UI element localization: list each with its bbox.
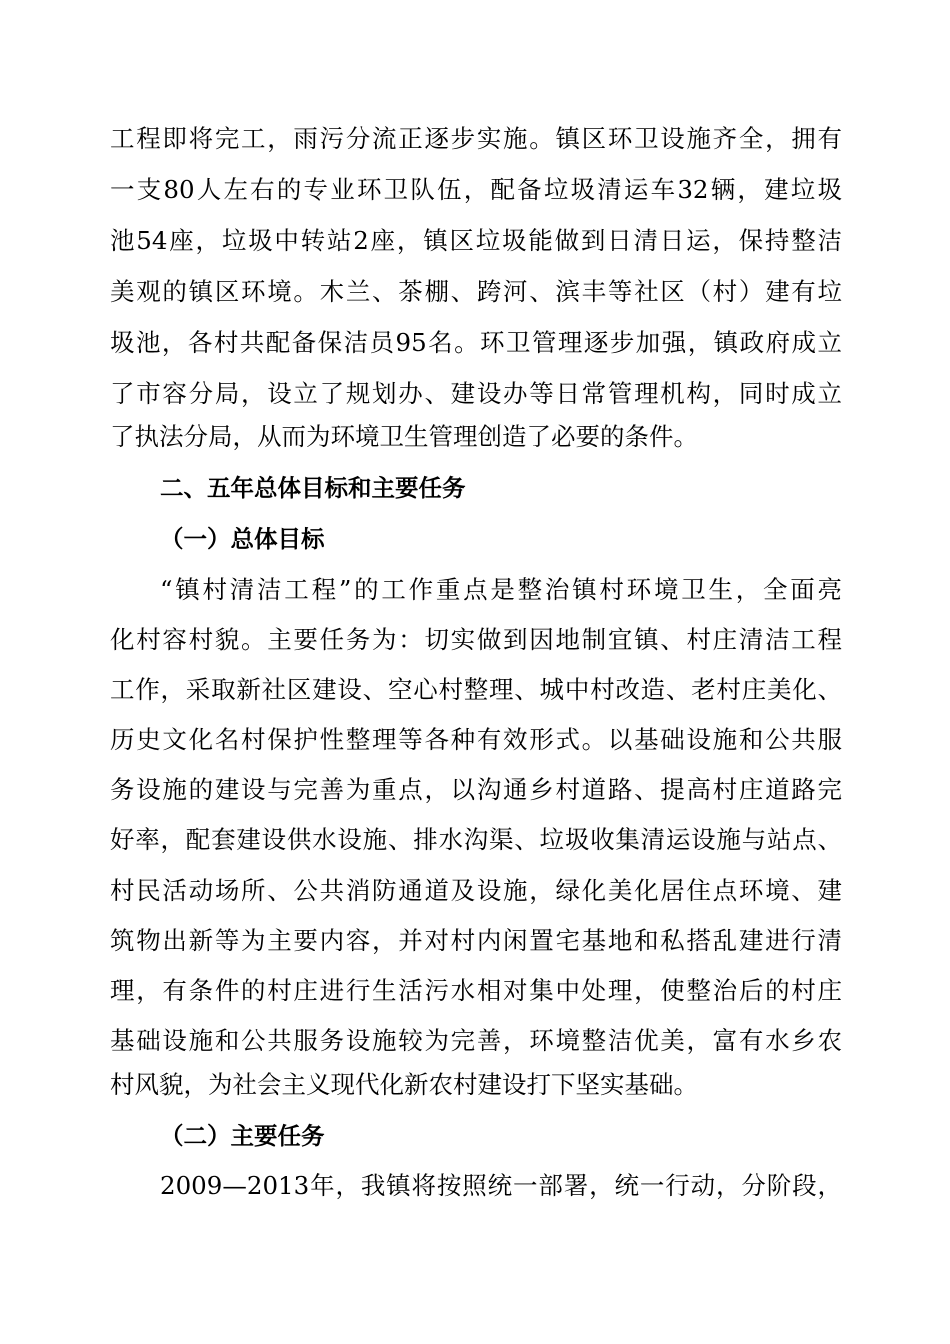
paragraph-line: “镇村清洁工程”的工作重点是整治镇村环境卫生，全面亮 [160, 575, 842, 604]
paragraph-line: 筑物出新等为主要内容，并对村内闲置宅基地和私搭乱建进行清 [110, 926, 842, 955]
paragraph-line: 村风貌，为社会主义现代化新农村建设打下坚实基础。 [110, 1070, 698, 1099]
paragraph-line: 池54座，垃圾中转站2座，镇区垃圾能做到日清日运，保持整洁 [110, 226, 842, 255]
paragraph-line: 圾池，各村共配备保洁员95名。环卫管理逐步加强，镇政府成立 [110, 328, 842, 357]
paragraph-line: 化村容村貌。主要任务为：切实做到因地制宜镇、村庄清洁工程 [110, 625, 842, 654]
paragraph-line: 务设施的建设与完善为重点，以沟通乡村道路、提高村庄道路完 [110, 775, 842, 804]
paragraph-line: 一支80人左右的专业环卫队伍，配备垃圾清运车32辆，建垃圾 [110, 175, 842, 204]
paragraph-line: 历史文化名村保护性整理等各种有效形式。以基础设施和公共服 [110, 725, 842, 754]
paragraph-line: 工程即将完工，雨污分流正逐步实施。镇区环卫设施齐全，拥有 [110, 124, 842, 153]
paragraph-line: 工作，采取新社区建设、空心村整理、城中村改造、老村庄美化、 [110, 675, 842, 704]
paragraph-line: 村民活动场所、公共消防通道及设施，绿化美化居住点环境、建 [110, 876, 842, 905]
paragraph-line: 2009—2013年，我镇将按照统一部署，统一行动，分阶段， [160, 1171, 842, 1200]
paragraph-line: 美观的镇区环境。木兰、茶棚、跨河、滨丰等社区（村）建有垃 [110, 277, 842, 306]
section-heading: 二、五年总体目标和主要任务 [160, 474, 466, 502]
subsection-heading: （二）主要任务 [160, 1122, 325, 1150]
paragraph-line: 理，有条件的村庄进行生活污水相对集中处理，使整治后的村庄 [110, 976, 842, 1005]
paragraph-line: 基础设施和公共服务设施较为完善，环境整洁优美，富有水乡农 [110, 1026, 842, 1055]
paragraph-line: 好率，配套建设供水设施、排水沟渠、垃圾收集清运设施与站点、 [110, 825, 842, 854]
subsection-heading: （一）总体目标 [160, 525, 325, 553]
paragraph-line: 了市容分局，设立了规划办、建设办等日常管理机构，同时成立 [110, 379, 842, 408]
paragraph-line: 了执法分局，从而为环境卫生管理创造了必要的条件。 [110, 422, 698, 451]
